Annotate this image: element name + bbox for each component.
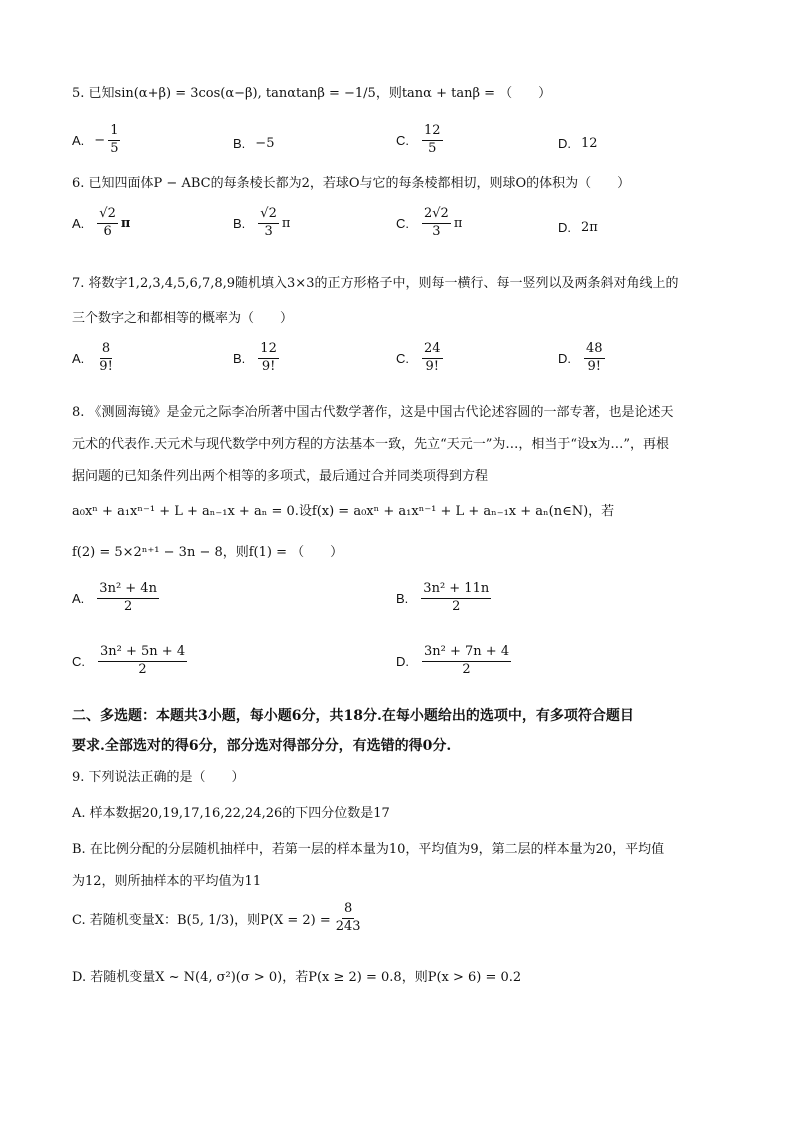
q8-option-a: A. $\frac{\text{3n² + 4n}}{2}$	[72, 581, 157, 614]
q7-stem-line1: 7. 将数字1,2,3,4,5,6,7,8,9随机填入3×3的正方形格子中，则每一横行、每一竖列以及两条斜对角线上的	[72, 276, 679, 291]
q8-option-d: D. $\frac{\text{3n² + 7n + 4}}{2}$	[396, 644, 510, 677]
q6-option-d: D. 2π	[558, 220, 598, 235]
q7-option-d: D. $\frac{48}{9!}$	[558, 341, 603, 374]
q8-stem-line3: 据问题的已知条件列出两个相等的多项式，最后通过合并同类项得到方程	[72, 469, 489, 484]
q8-option-b: B. $\frac{\text{3n² + 11n}}{2}$	[396, 581, 490, 614]
q9-option-d: D. 若随机变量X ~ N(4, σ²)(σ > 0)，若P(x ≥ 2) = 0.8，则P(x > 6) = 0.2	[72, 970, 522, 985]
q8-stem-line4: a₀xⁿ + a₁xⁿ⁻¹ + L + aₙ₋₁x + aₙ = 0.设f(x) = a₀xⁿ + a₁xⁿ⁻¹ + L + aₙ₋₁x + aₙ(n∈N)，若	[72, 504, 615, 519]
q7-option-b: B. $\frac{12}{9!}$	[233, 341, 277, 374]
q8-stem-line5: f(2) = 5×2ⁿ⁺¹ − 3n − 8，则f(1) = （ ）	[72, 545, 344, 560]
q9-stem: 9. 下列说法正确的是（ ）	[72, 770, 245, 785]
q6-option-b: B. $\frac{√2}{3}$ π	[233, 206, 291, 239]
q6-option-c: C. $\frac{2√2}{3}$ π	[396, 206, 463, 239]
q5-option-d: D. 12	[558, 136, 598, 151]
q7-option-a: A. $\frac{8}{9!}$	[72, 341, 113, 374]
q5-option-a: A. − $\frac{1}{5}$	[72, 123, 119, 156]
q5-stem: 5. 已知sin(α+β) = 3cos(α−β), tanαtanβ = −1/5，则tanα + tanβ = （ ）	[72, 86, 552, 101]
q5-option-b: B. −5	[233, 136, 275, 151]
q9-option-b-line1: B. 在比例分配的分层随机抽样中，若第一层的样本量为10，平均值为9，第二层的样本量为20，平均值	[72, 842, 665, 857]
q8-stem-line2: 元术的代表作.天元术与现代数学中列方程的方法基本一致，先立“天元一”为…，相当于“设x为…”，再根	[72, 437, 670, 452]
section-heading-line1: 二、多选题：本题共3小题，每小题6分，共18分.在每小题给出的选项中，有多项符合题目	[72, 708, 634, 724]
q7-stem-line2: 三个数字之和都相等的概率为（ ）	[72, 311, 294, 326]
q9-option-c: C. 若随机变量X：B(5, 1/3)，则P(X = 2) = $\frac{8}{243}$	[72, 901, 361, 934]
q8-option-c: C. $\frac{\text{3n² + 5n + 4}}{2}$	[72, 644, 186, 677]
q6-option-a: A. $\frac{√2}{6}$ π	[72, 206, 131, 239]
q9-option-b-line2: 为12，则所抽样本的平均值为11	[72, 874, 262, 889]
q6-stem: 6. 已知四面体P − ABC的每条棱长都为2，若球O与它的每条棱都相切，则球O的体积为（ ）	[72, 176, 631, 191]
q5-option-c: C. $\frac{12}{5}$	[396, 123, 441, 156]
q9-option-a: A. 样本数据20,19,17,16,22,24,26的下四分位数是17	[72, 806, 390, 821]
q8-stem-line1: 8. 《测圆海镜》是金元之际李冶所著中国古代数学著作，这是中国古代论述容圆的一部专著，也是论述天	[72, 405, 674, 420]
q7-option-c: C. $\frac{24}{9!}$	[396, 341, 441, 374]
section-heading-line2: 要求.全部选对的得6分，部分选对得部分分，有选错的得0分.	[72, 738, 452, 754]
